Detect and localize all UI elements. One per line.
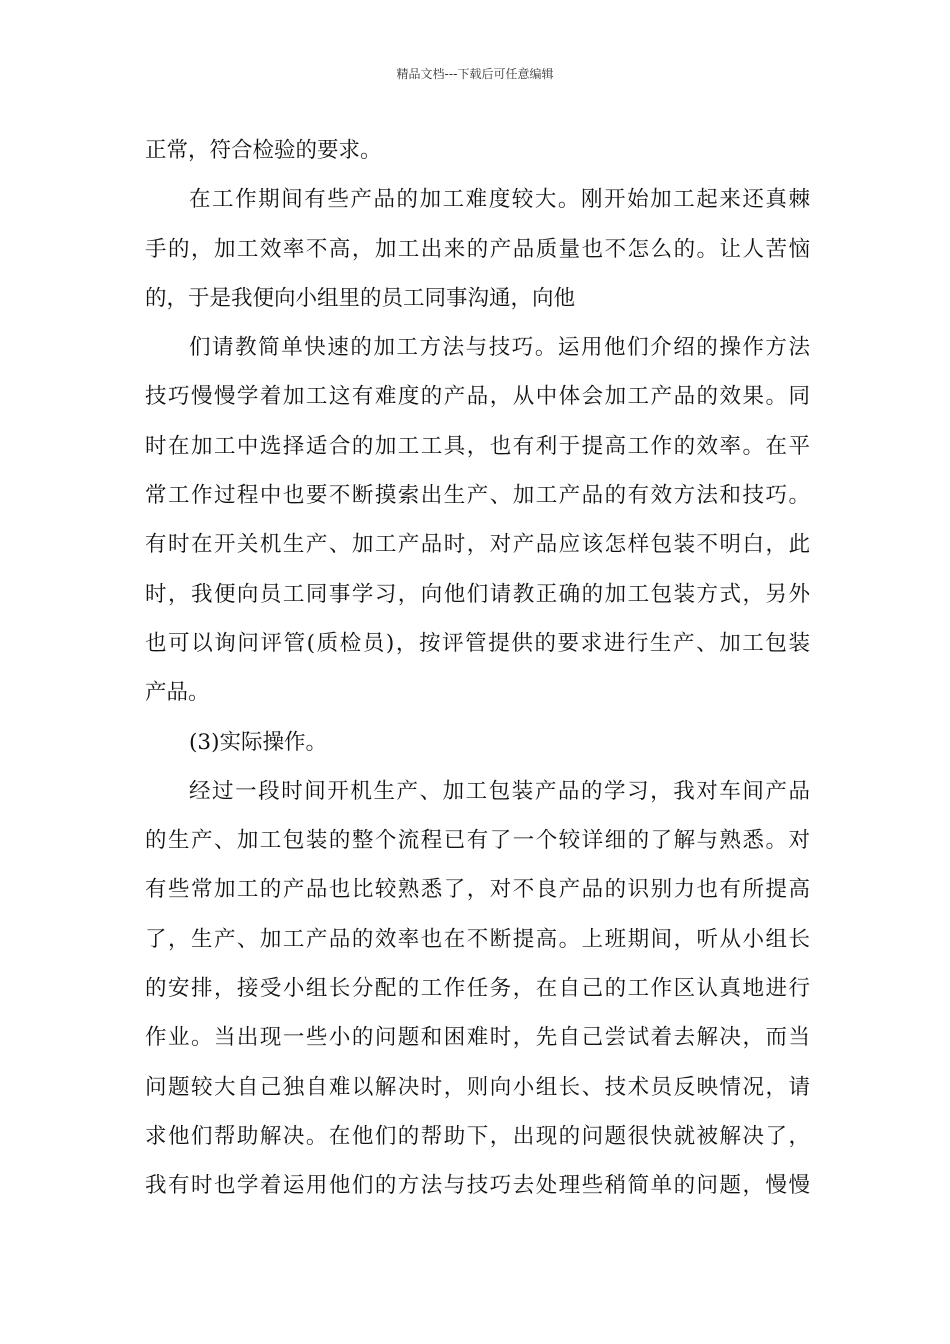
text-line: 常工作过程中也要不断摸索出生产、加工产品的有效方法和技巧。 [145,483,810,509]
text-line: 求他们帮助解决。在他们的帮助下，出现的问题很快就被解决了， [145,1123,810,1149]
document-body [145,126,810,1211]
text-line: 问题较大自己独自难以解决时，则向小组长、技术员反映情况，请 [145,1074,810,1100]
text-line: 作业。当出现一些小的问题和困难时，先自己尝试着去解决，而当 [145,1025,810,1051]
text-line: 了，生产、加工产品的效率也在不断提高。上班期间，听从小组长 [145,926,810,952]
text-line: 时在加工中选择适合的加工工具，也有利于提高工作的效率。在平 [145,433,810,459]
text-line: 的生产、加工包装的整个流程已有了一个较详细的了解与熟悉。对 [145,828,810,854]
text-line: 有时在开关机生产、加工产品时，对产品应该怎样包装不明白，此 [145,532,810,558]
page-header: 精品文档---下载后可任意编辑 [396,67,554,81]
text-line: 我有时也学着运用他们的方法与技巧去处理些稍简单的问题，慢慢 [145,1173,810,1199]
section-heading: (3)实际操作。 [189,729,327,755]
text-line: 手的，加工效率不高，加工出来的产品质量也不怎么的。让人苦恼 [145,236,810,262]
text-line: 在工作期间有些产品的加工难度较大。刚开始加工起来还真棘 [189,187,810,213]
text-line: 技巧慢慢学着加工这有难度的产品，从中体会加工产品的效果。同 [145,384,810,410]
text-line: 产品。 [145,680,210,706]
text-line: 时，我便向员工同事学习，向他们请教正确的加工包装方式，另外 [145,581,810,607]
text-line: 的安排，接受小组长分配的工作任务，在自己的工作区认真地进行 [145,976,810,1002]
text-line: 们请教简单快速的加工方法与技巧。运用他们介绍的操作方法 [189,335,810,361]
text-line: 正常，符合检验的要求。 [145,138,382,163]
text-line: 有些常加工的产品也比较熟悉了，对不良产品的识别力也有所提高 [145,877,810,903]
text-line: 的，于是我便向小组里的员工同事沟通，向他 [145,285,576,311]
text-line: 经过一段时间开机生产、加工包装产品的学习，我对车间产品 [189,778,810,804]
text-line: 也可以询问评管(质检员)，按评管提供的要求进行生产、加工包装 [145,630,810,656]
